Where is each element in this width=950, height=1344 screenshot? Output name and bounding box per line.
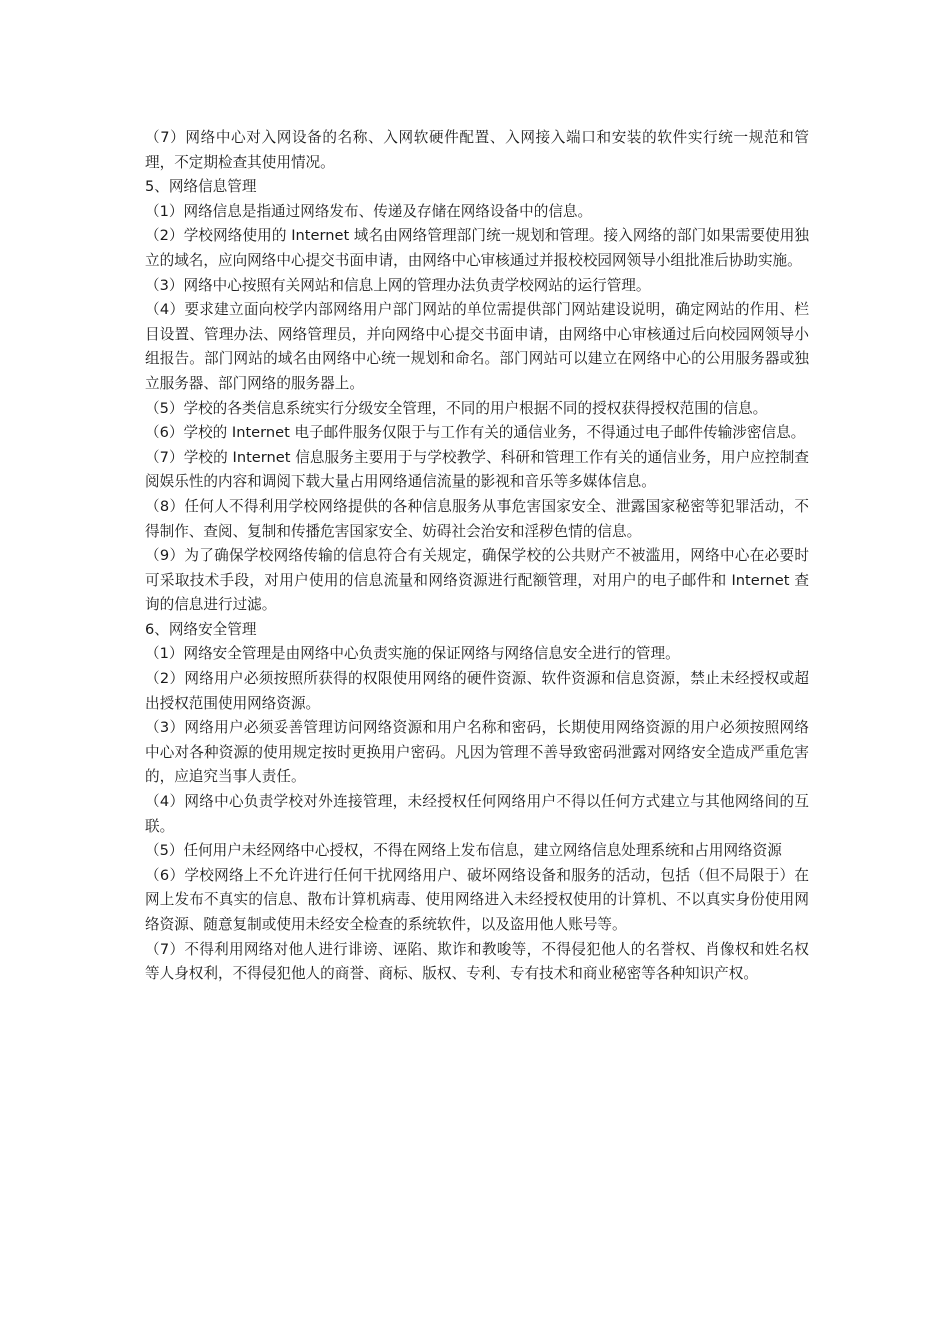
paragraph-info-4: （4）要求建立面向校学内部网络用户部门网站的单位需提供部门网站建设说明，确定网站的作用、栏目设置、管理办法、网络管理员，并向网络中心提交书面申请，由网络中心审核通过后向校园网领导小组报告。部门网站的域名由网络中心统一规划和命名。部门网站可以建立在网络中心的公用服务器或独立服务器、部门网络的服务器上。 [145,301,809,392]
paragraph-security-3: （3）网络用户必须妥善管理访问网络资源和用户名称和密码，长期使用网络资源的用户必须按照网络中心对各种资源的使用规定按时更换用户密码。凡因为管理不善导致密码泄露对网络安全造成严重危害的，应追究当事人责任。 [145,719,809,786]
section-heading-info-management: 5、网络信息管理 [145,178,257,196]
paragraph-security-7: （7）不得利用网络对他人进行诽谤、诬陷、欺诈和教唆等，不得侵犯他人的名誉权、肖像权和姓名权等人身权利，不得侵犯他人的商誉、商标、版权、专利、专有技术和商业秘密等各种知识产权。 [145,940,809,983]
paragraph-info-7: （7）学校的 Internet 信息服务主要用于与学校教学、科研和管理工作有关的通信业务，用户应控制查阅娱乐性的内容和调阅下载大量占用网络通信流量的影视和音乐等多媒体信息。 [145,448,809,491]
paragraph-security-4: （4）网络中心负责学校对外连接管理，未经授权任何网络用户不得以任何方式建立与其他网络间的互联。 [145,793,809,835]
paragraph-info-8: （8）任何人不得利用学校网络提供的各种信息服务从事危害国家安全、泄露国家秘密等犯罪活动，不得制作、查阅、复制和传播危害国家安全、妨碍社会治安和淫秽色情的信息。 [145,497,809,540]
section-heading-security-management: 6、网络安全管理 [145,620,257,638]
paragraph-info-2: （2）学校网络使用的 Internet 域名由网络管理部门统一规划和管理。接入网络的部门如果需要使用独立的域名，应向网络中心提交书面申请，由网络中心审核通过并报校校园网领导小组批准后协助实施。 [145,227,809,269]
paragraph-network-device-management: （7）网络中心对入网设备的名称、入网软硬件配置、入网接入端口和安装的软件实行统一规范和管理，不定期检查其使用情况。 [145,129,809,171]
paragraph-info-1: （1）网络信息是指通过网络发布、传递及存储在网络设备中的信息。 [145,202,593,220]
paragraph-security-6: （6）学校网络上不允许进行任何干扰网络用户、破坏网络设备和服务的活动，包括（但不局限于）在网上发布不真实的信息、散布计算机病毒、使用网络进入未经授权使用的计算机、不以真实身份使用网络资源、随意复制或使用未经安全检查的系统软件，以及盗用他人账号等。 [145,866,809,933]
paragraph-security-1: （1）网络安全管理是由网络中心负责实施的保证网络与网络信息安全进行的管理。 [145,645,680,663]
paragraph-info-9: （9）为了确保学校网络传输的信息符合有关规定，确保学校的公共财产不被滥用，网络中心在必要时可采取技术手段，对用户使用的信息流量和网络资源进行配额管理，对用户的电子邮件和 Internet 查询的信息进行过滤。 [145,547,809,614]
paragraph-security-5: （5）任何用户未经网络中心授权，不得在网络上发布信息，建立网络信息处理系统和占用网络资源 [145,842,782,860]
paragraph-security-2: （2）网络用户必须按照所获得的权限使用网络的硬件资源、软件资源和信息资源，禁止未经授权或超出授权范围使用网络资源。 [145,670,809,712]
paragraph-info-3: （3）网络中心按照有关网站和信息上网的管理办法负责学校网站的运行管理。 [145,276,651,294]
document-body [145,126,809,987]
paragraph-info-6: （6）学校的 Internet 电子邮件服务仅限于与工作有关的通信业务，不得通过电子邮件传输涉密信息。 [145,424,806,442]
paragraph-info-5: （5）学校的各类信息系统实行分级安全管理，不同的用户根据不同的授权获得授权范围的信息。 [145,399,768,417]
